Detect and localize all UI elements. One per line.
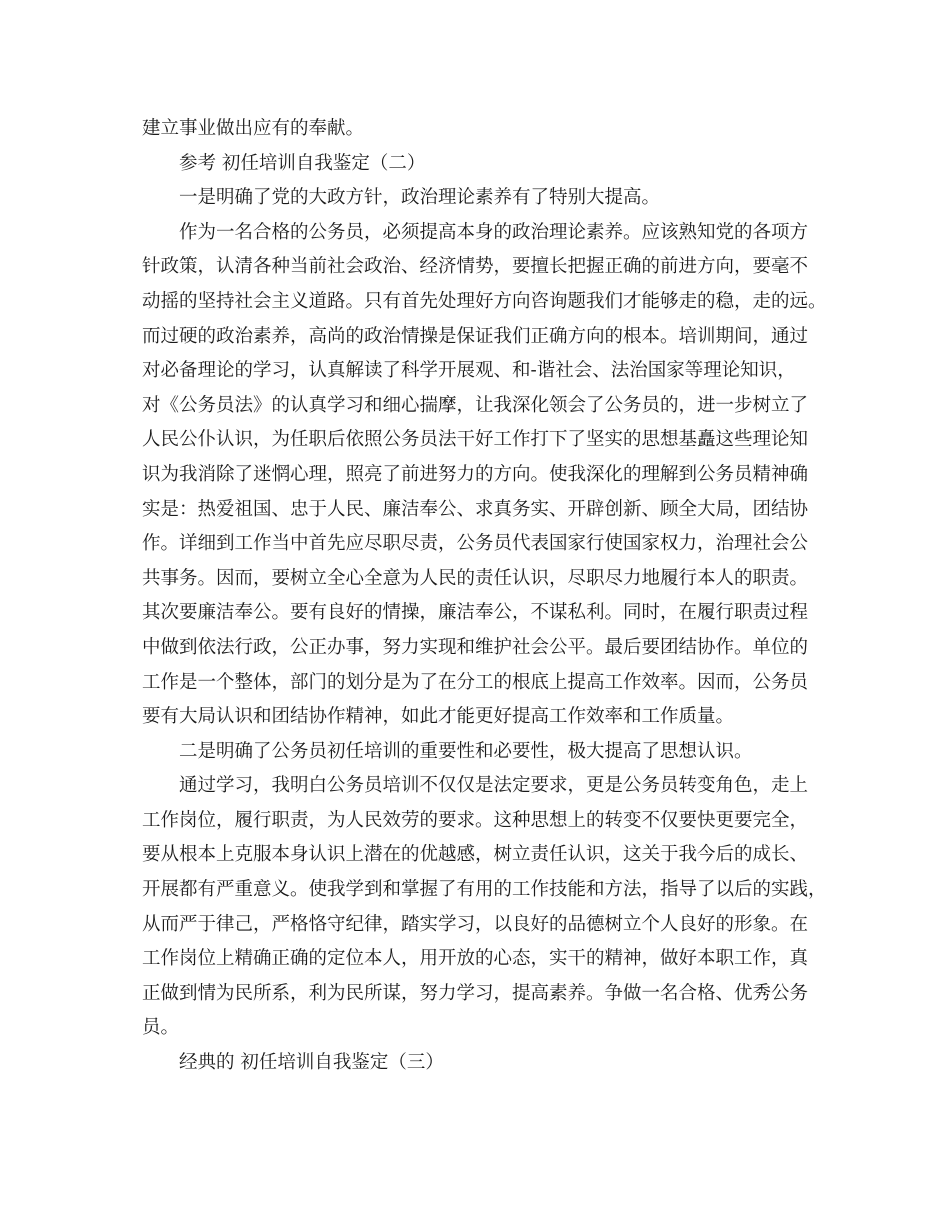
text-line: 共事务。因而，要树立全心全意为人民的责任认识，尽职尽力地履行本人的职责。 bbox=[142, 567, 809, 589]
section-heading: 经典的 初任培训自我鉴定（三） bbox=[179, 1052, 444, 1074]
text-line: 动摇的坚持社会主义道路。只有首先处理好方向咨询题我们才能够走的稳，走的远。 bbox=[142, 290, 827, 312]
text-line: 其次要廉洁奉公。要有良好的情操，廉洁奉公，不谋私利。同时，在履行职责过程 bbox=[142, 602, 809, 624]
text-line: 作。详细到工作当中首先应尽职尽责，公务员代表国家行使国家权力，治理社会公 bbox=[142, 533, 809, 555]
text-line: 一是明确了党的大政方针，政治理论素养有了特别大提高。 bbox=[179, 187, 661, 209]
text-line: 工作岗位上精确正确的定位本人，用开放的心态，实干的精神，做好本职工作，真 bbox=[142, 948, 809, 970]
text-line: 对必备理论的学习，认真解读了科学开展观、和-谐社会、法治国家等理论知识， bbox=[142, 360, 796, 382]
text-line: 通过学习，我明白公务员培训不仅仅是法定要求，更是公务员转变角色，走上 bbox=[179, 775, 809, 797]
text-line: 正做到情为民所系，利为民所谋，努力学习，提高素养。争做一名合格、优秀公务 bbox=[142, 982, 809, 1004]
text-line: 而过硬的政治素养，高尚的政治情操是保证我们正确方向的根本。培训期间，通过 bbox=[142, 325, 809, 347]
text-line: 人民公仆认识，为任职后依照公务员法干好工作打下了坚实的思想基矗这些理论知 bbox=[142, 429, 809, 451]
text-line: 工作是一个整体，部门的划分是为了在分工的根底上提高工作效率。因而，公务员 bbox=[142, 671, 809, 693]
text-line: 工作岗位，履行职责，为人民效劳的要求。这种思想上的转变不仅要快更要完全， bbox=[142, 809, 809, 831]
text-line: 二是明确了公务员初任培训的重要性和必要性，极大提高了思想认识。 bbox=[179, 740, 753, 762]
text-line: 对《公务员法》的认真学习和细心揣摩，让我深化领会了公务员的，进一步树立了 bbox=[142, 394, 809, 416]
text-line: 中做到依法行政，公正办事，努力实现和维护社会公平。最后要团结协作。单位的 bbox=[142, 636, 809, 658]
document-body bbox=[142, 112, 827, 1081]
section-heading: 参考 初任培训自我鉴定（二） bbox=[179, 152, 426, 174]
text-line: 建立事业做出应有的奉献。 bbox=[142, 118, 365, 139]
text-line: 开展都有严重意义。使我学到和掌握了有用的工作技能和方法，指导了以后的实践， bbox=[142, 879, 827, 901]
text-line: 要有大局认识和团结协作精神，如此才能更好提高工作效率和工作质量。 bbox=[142, 706, 735, 728]
text-line: 识为我消除了迷惘心理，照亮了前进努力的方向。使我深化的理解到公务员精神确 bbox=[142, 463, 809, 485]
text-line: 实是：热爱祖国、忠于人民、廉洁奉公、求真务实、开辟创新、顾全大局，团结协 bbox=[142, 498, 809, 520]
text-line: 从而严于律己，严格恪守纪律，踏实学习，以良好的品德树立个人良好的形象。在 bbox=[142, 913, 809, 935]
text-line: 要从根本上克服本身认识上潜在的优越感，树立责任认识，这关于我今后的成长、 bbox=[142, 844, 809, 866]
text-line: 作为一名合格的公务员，必须提高本身的政治理论素养。应该熟知党的各项方 bbox=[179, 221, 809, 243]
text-line: 员。 bbox=[142, 1017, 180, 1039]
text-line: 针政策，认清各种当前社会政治、经济情势，要擅长把握正确的前进方向，要毫不 bbox=[142, 256, 809, 278]
